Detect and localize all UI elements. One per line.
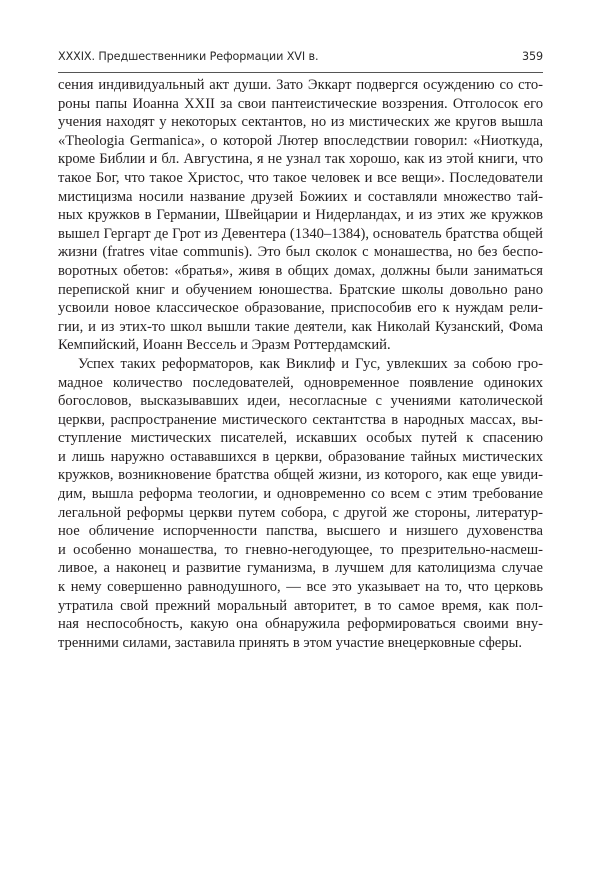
text-line: гии, и из этих-то школ вышли такие деятели, как Николай Кузанский, Фома: [58, 318, 543, 335]
text-line: жизни (fratres vitae communis). Это был сколок с монашества, но без беспо-: [58, 244, 543, 261]
text-line: ступление мистических писателей, искавших особых путей к спасению: [58, 430, 543, 447]
text-line: воротных обетов: «братья», живя в общих домах, должны были заниматься: [58, 262, 543, 279]
text-line: кроме Библии и бл. Августина, я не узнал так хорошо, как из этой книги, что: [58, 151, 543, 168]
text-line: усвоили новое классическое образование, приспособив его к нуждам рели-: [58, 300, 543, 317]
text-line: ных кружков в Германии, Швейцарии и Нидерландах, и из этих же кружков: [58, 207, 543, 224]
text-line: учения находят у некоторых сектантов, но из мистических же кругов вышла: [58, 114, 543, 131]
text-line: мадное количество последователей, одновременное появление одиноких: [58, 374, 543, 391]
text-line: такое Бог, что такое Христос, что такое человек и все вещи». Последователи: [58, 169, 543, 186]
text-line: дим, вышла реформа теологии, и одновременно со всем с этим требование: [58, 486, 543, 503]
text-line: ное обличение испорченности папства, высшего и низшего духовенства: [58, 523, 543, 540]
text-line: роны папы Иоанна XXII за свои пантеистические воззрения. Отголосок его: [58, 95, 543, 112]
text-line: богословов, высказывавших идеи, несогласные с учениями католической: [58, 393, 543, 410]
text-line: Успех таких реформаторов, как Виклиф и Гус, увлекших за собою гро-: [78, 355, 543, 372]
running-header: [58, 50, 543, 70]
text-line: кружков, возникновение братства общей жизни, из которого, как еще увиди-: [58, 467, 543, 484]
text-line: тренними силами, заставила принять в этом участие внецерковные сферы.: [58, 634, 522, 651]
text-line: Кемпийский, Иоанн Вессель и Эразм Роттердамский.: [58, 337, 391, 354]
text-line: к нему совершенно равнодушного, — все это указывает на то, что церковь: [58, 579, 543, 596]
text-line: мистицизма носили название друзей Божиих и составляли множество тай-: [58, 188, 543, 205]
text-line: и лишь наружно остававшихся в церкви, образование тайных мистических: [58, 448, 543, 465]
text-line: ная неспособность, какую она обнаружила реформироваться своими вну-: [58, 616, 543, 633]
paragraph-1: [58, 76, 543, 355]
text-line: легальной реформы церкви путем собора, с другой же стороны, литератур-: [58, 504, 543, 521]
paragraph-2: [58, 355, 543, 653]
text-line: церкви, распространение мистического сектантства в народных массах, вы-: [58, 411, 543, 428]
header-rule: [58, 72, 543, 73]
text-line: сения индивидуальный акт души. Зато Эккарт подвергся осуждению со сто-: [58, 77, 543, 93]
text-line: перепиской книг и обучением юношества. Братские школы довольно рано: [58, 281, 543, 298]
text-line: вышел Гергарт де Грот из Девентера (1340–1384), основатель братства общей: [58, 225, 543, 242]
chapter-title: XXXIX. Предшественники Реформации XVI в.: [58, 50, 319, 63]
text-line: и особенно монашества, то гневно-негодующее, то презрительно-насмеш-: [58, 541, 543, 558]
text-line: утратила свой прежний моральный авторитет, в то самое время, как пол-: [58, 597, 543, 614]
body-text: [58, 76, 543, 652]
text-line: «Theologia Germanica», о которой Лютер впоследствии говорил: «Ниоткуда,: [58, 132, 543, 149]
text-line: ливое, а наконец и развитие гуманизма, в лучшем для католицизма случае: [58, 560, 543, 577]
page-number: 359: [521, 50, 543, 63]
